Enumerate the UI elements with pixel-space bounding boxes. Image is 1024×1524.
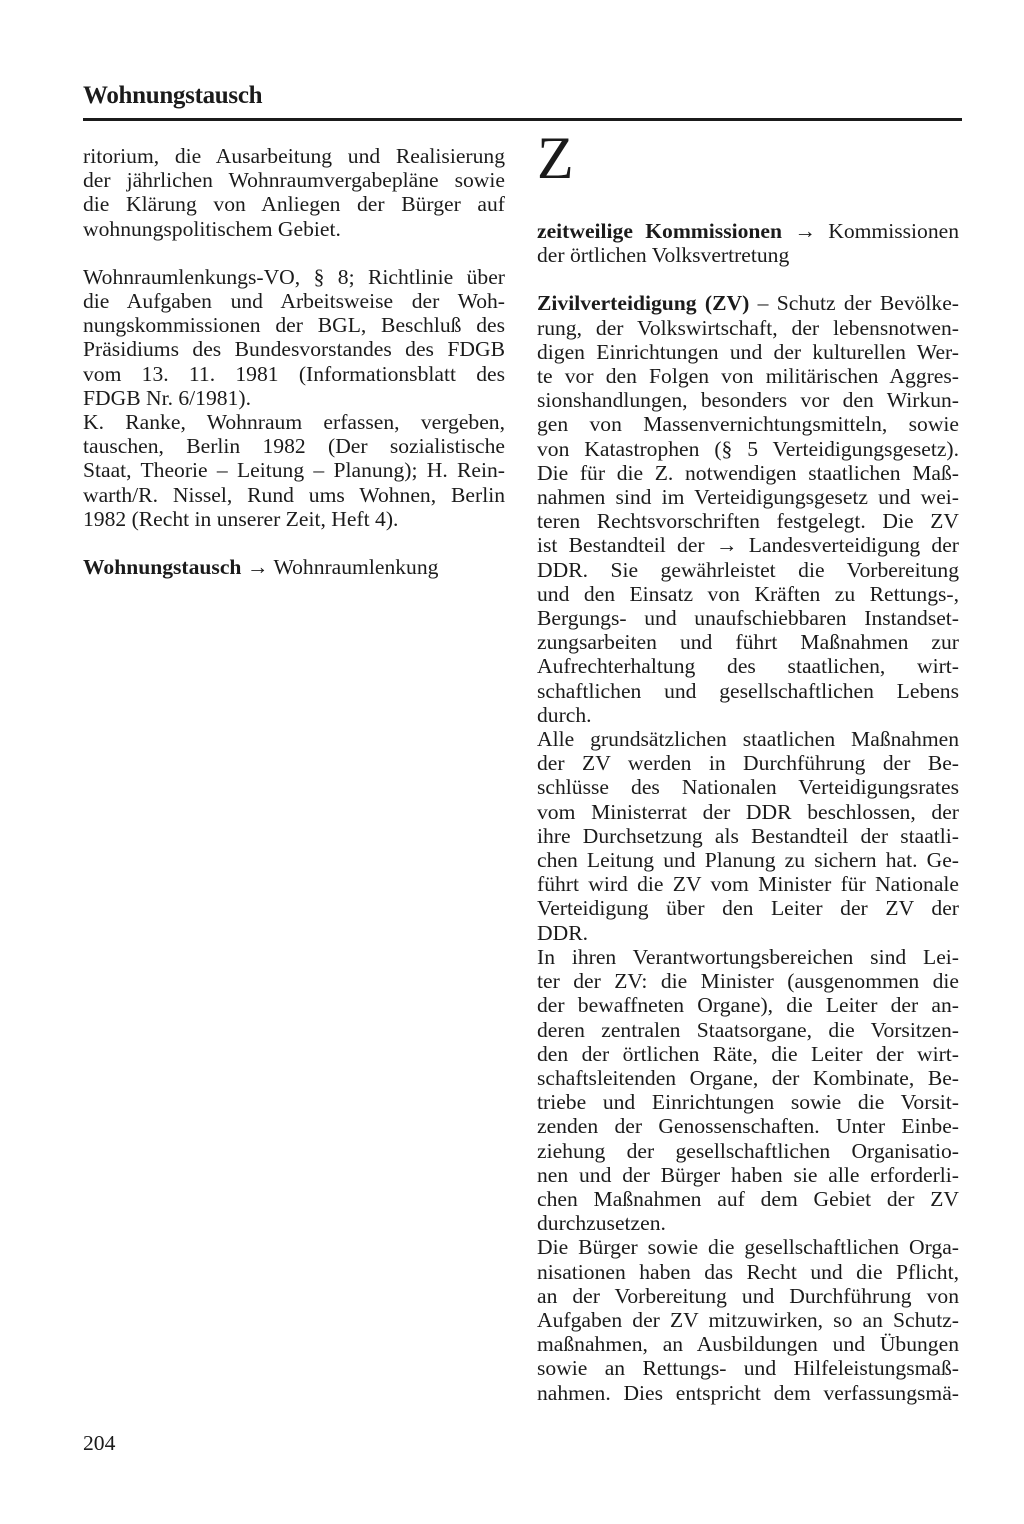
text-line: DDR. — [537, 920, 588, 945]
text-line: durch. — [537, 702, 592, 727]
text-line: und den Einsatz von Kräften zu Rettungs-, — [537, 581, 959, 606]
cross-reference: → Wohnraumlenkung — [246, 555, 439, 580]
text-line: der ZV werden in Durchführung der Be- — [537, 751, 959, 776]
text-line: den der örtlichen Räte, die Leiter der wirt- — [537, 1041, 959, 1066]
text-line: digen Einrichtungen und der kulturellen Wer- — [537, 339, 959, 364]
text-line: teren Rechtsvorschriften festgelegt. Die ZV — [537, 509, 959, 534]
text-line: der bewaffneten Organe), die Leiter der an- — [537, 993, 959, 1018]
entry-wohnungstausch — [83, 555, 505, 579]
text-line: ritorium, die Ausarbeitung und Realisierung — [83, 144, 505, 168]
text-line: vom 13. 11. 1981 (Informationsblatt des — [83, 361, 505, 386]
text-line: 1982 (Recht in unserer Zeit, Heft 4). — [83, 506, 399, 531]
running-header: Wohnungstausch — [83, 82, 263, 109]
text-line: sowie an Rettungs- und Hilfeleistungsmaß- — [537, 1356, 959, 1381]
text-line: ihre Durchsetzung als Bestandteil der staatli- — [537, 823, 959, 848]
text-line: Aufrechterhaltung des staatlichen, wirt- — [537, 654, 959, 679]
text-line: tauschen, Berlin 1982 (Der sozialistische — [83, 434, 505, 459]
text-line: ist Bestandteil der → Landesverteidigung der — [537, 533, 959, 558]
text-line: sionshandlungen, besonders vor den Wirkun- — [537, 388, 959, 413]
entry-zivilverteidigung — [537, 291, 959, 1404]
text-line: Bergungs- und unaufschiebbaren Instandset- — [537, 606, 959, 631]
text-line: chen Maßnahmen auf dem Gebiet der ZV — [537, 1186, 959, 1211]
text-line: te vor den Folgen von militärischen Aggres- — [537, 364, 959, 389]
text-line: der örtlichen Volksvertretung — [537, 243, 790, 268]
left-references — [83, 265, 505, 531]
entry-term: zeitweilige Kommissionen — [537, 219, 783, 243]
text-line: Wohnraumlenkungs-VO, § 8; Richtlinie über — [83, 264, 505, 289]
text-line — [537, 219, 959, 243]
text-line: zenden der Genossenschaften. Unter Einbe- — [537, 1114, 959, 1139]
text-line — [83, 555, 505, 579]
text-line: maßnahmen, an Ausbildungen und Übungen — [537, 1332, 959, 1357]
text-line: der jährlichen Wohnraumvergabepläne sowie — [83, 168, 505, 193]
text-line: Verteidigung über den Leiter der ZV der — [537, 896, 959, 921]
section-letter: Z — [537, 125, 574, 191]
right-column — [537, 219, 959, 1405]
text-line: nahmen. Dies entspricht dem verfassungsmä- — [537, 1380, 959, 1405]
text-line: ter der ZV: die Minister (ausgenommen die — [537, 969, 959, 994]
header-rule — [83, 118, 962, 121]
text-line: Die für die Z. notwendigen staatlichen Maß- — [537, 460, 959, 485]
cross-reference: → Kommissionen — [794, 219, 959, 243]
left-column — [83, 144, 505, 579]
text-line: rung, der Volkswirtschaft, der lebensnotwen- — [537, 315, 959, 340]
text-line: nungskommissionen der BGL, Beschluß des — [83, 313, 505, 338]
text-line: schaftsleitenden Organe, der Kombinate, Be- — [537, 1065, 959, 1090]
entry-term: Wohnungstausch — [83, 555, 242, 580]
text-line: von Katastrophen (§ 5 Verteidigungsgesetz). — [537, 436, 959, 461]
text-line: K. Ranke, Wohnraum erfassen, vergeben, — [83, 410, 505, 435]
text-line: chen Leitung und Planung zu sichern hat. Ge- — [537, 848, 959, 873]
text-line: triebe und Einrichtungen sowie die Vorsit- — [537, 1090, 959, 1115]
text-line: In ihren Verantwortungsbereichen sind Lei- — [537, 944, 959, 969]
text-line: nisationen haben das Recht und die Pflicht, — [537, 1259, 959, 1284]
entry-term: Zivilverteidigung (ZV) — [537, 291, 750, 316]
text-line: nen und der Bürger haben sie alle erforderli- — [537, 1162, 959, 1187]
text-line: DDR. Sie gewährleistet die Vorbereitung — [537, 557, 959, 582]
text-line: Die Bürger sowie die gesellschaftlichen Orga- — [537, 1235, 959, 1260]
text-line: führt wird die ZV vom Minister für Nationale — [537, 872, 959, 897]
text-line: warth/R. Nissel, Rund ums Wohnen, Berlin — [83, 482, 505, 507]
text-line: zungsarbeiten und führt Maßnahmen zur — [537, 630, 959, 655]
text-line: wohnungspolitischem Gebiet. — [83, 216, 341, 241]
entry-text: – Schutz der Bevölke- — [757, 291, 959, 316]
page-number: 204 — [83, 1431, 116, 1455]
text-line: schaftlichen und gesellschaftlichen Lebens — [537, 678, 959, 703]
text-line: deren zentralen Staatsorgane, die Vorsitzen- — [537, 1017, 959, 1042]
text-line: die Klärung von Anliegen der Bürger auf — [83, 192, 505, 217]
text-line: Aufgaben der ZV mitzuwirken, so an Schutz- — [537, 1307, 959, 1332]
text-line: Alle grundsätzlichen staatlichen Maßnahmen — [537, 727, 959, 752]
text-line: FDGB Nr. 6/1981). — [83, 385, 251, 410]
text-line: Staat, Theorie – Leitung – Planung); H. Rein- — [83, 458, 505, 483]
text-line: vom Ministerrat der DDR beschlossen, der — [537, 799, 959, 824]
text-line: durchzusetzen. — [537, 1211, 666, 1236]
entry-zeitweilige-kommissionen — [537, 219, 959, 267]
left-paragraph-1 — [83, 144, 505, 241]
text-line: an der Vorbereitung und Durchführung von — [537, 1283, 959, 1308]
text-line: die Aufgaben und Arbeitsweise der Woh- — [83, 289, 505, 314]
text-line — [537, 291, 959, 315]
text-line: gen von Massenvernichtungsmitteln, sowie — [537, 412, 959, 437]
text-line: schlüsse des Nationalen Verteidigungsrates — [537, 775, 959, 800]
text-line: ziehung der gesellschaftlichen Organisatio- — [537, 1138, 959, 1163]
text-line: Präsidiums des Bundesvorstandes des FDGB — [83, 337, 505, 362]
text-line: nahmen sind im Verteidigungsgesetz und wei- — [537, 485, 959, 510]
